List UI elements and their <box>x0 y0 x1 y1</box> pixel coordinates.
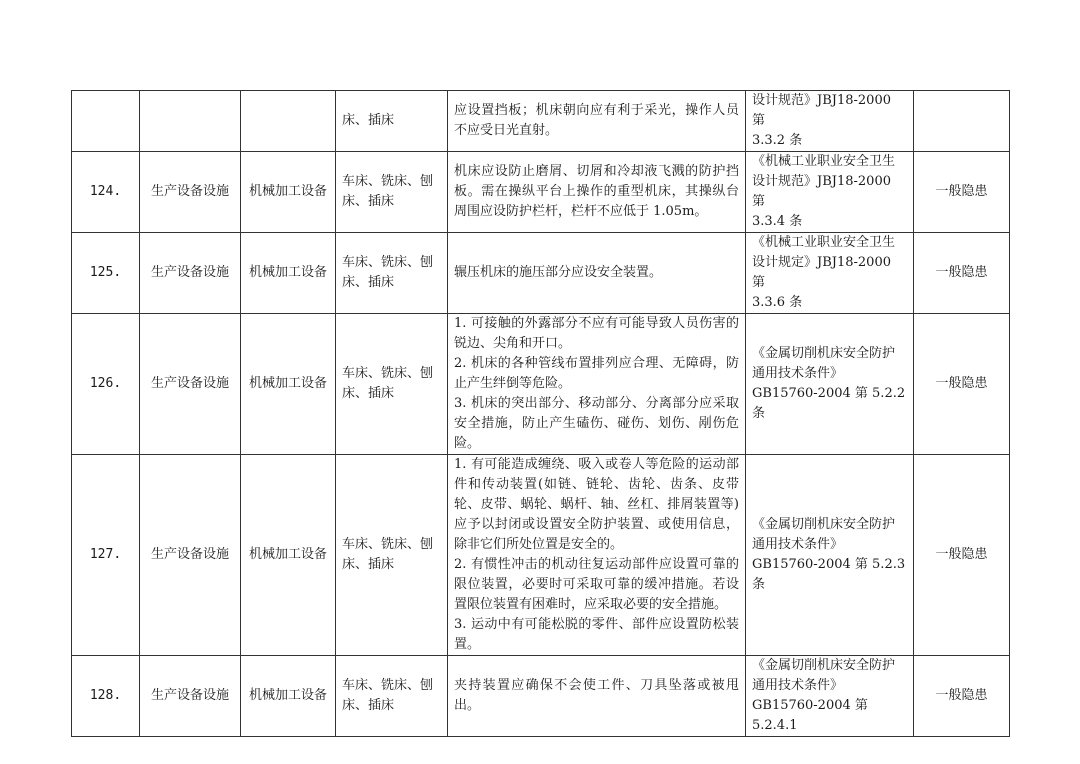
equipment-cell: 机械加工设备 <box>241 656 336 737</box>
basis-line: 《金属切削机床安全防护 <box>752 517 896 532</box>
requirement-line: 夹持装置应确保不会使工件、刀具坠落或被甩出。 <box>454 678 739 713</box>
table-row <box>72 91 1010 152</box>
equipment-cell: 机械加工设备 <box>241 314 336 455</box>
category-cell: 生产设备设施 <box>140 233 241 314</box>
category-cell: 生产设备设施 <box>140 656 241 737</box>
requirement-line: 3. 机床的突出部分、移动部分、分离部分应采取安全措施，防止产生磕伤、碰伤、划伤、剐伤危险。 <box>454 396 739 451</box>
basis-line: 通用技术条件》 <box>752 366 844 381</box>
requirement-line: 1. 可接触的外露部分不应有可能导致人员伤害的锐边、尖角和开口。 <box>454 316 739 351</box>
basis-cell <box>746 233 914 314</box>
requirement-cell <box>448 91 746 152</box>
equipment-cell: 机械加工设备 <box>241 455 336 656</box>
basis-line: 《金属切削机床安全防护 <box>752 346 896 361</box>
basis-cell <box>746 91 914 152</box>
row-number: 124. <box>72 152 140 233</box>
machine-type-cell: 车床、铣床、刨床、插床 <box>336 314 448 455</box>
machine-type-cell: 车床、铣床、刨床、插床 <box>336 233 448 314</box>
basis-line: GB15760-2004 第 5.2.3 条 <box>752 557 906 592</box>
row-number: 127. <box>72 455 140 656</box>
basis-line: 通用技术条件》 <box>752 537 844 552</box>
requirement-cell <box>448 233 746 314</box>
machine-type-cell: 车床、铣床、刨床、插床 <box>336 152 448 233</box>
table-row <box>72 656 1010 737</box>
hazard-level-cell: 一般隐患 <box>914 656 1010 737</box>
equipment-cell <box>241 91 336 152</box>
basis-line: 通用技术条件》 <box>752 678 844 693</box>
requirement-line: 1. 有可能造成缠绕、吸入或卷人等危险的运动部件和传动装置(如链、链轮、齿轮、齿条、皮带轮、皮带、蜗轮、蜗杆、轴、丝杠、排屑装置等)应予以封闭或设置安全防护装置、或使用信息，除非它们所处位置是安全的。 <box>454 457 739 552</box>
basis-line: 3.3.6 条 <box>752 295 803 310</box>
requirement-cell <box>448 314 746 455</box>
requirement-line: 3. 运动中有可能松脱的零件、部件应设置防松装置。 <box>454 617 739 652</box>
hazard-level-cell: 一般隐患 <box>914 152 1010 233</box>
basis-line: GB15760-2004 第 5.2.4.1 <box>752 698 868 733</box>
hazard-level-cell: 一般隐患 <box>914 455 1010 656</box>
hazard-level-cell: 一般隐患 <box>914 314 1010 455</box>
requirement-cell <box>448 152 746 233</box>
requirement-cell <box>448 656 746 737</box>
table-row <box>72 233 1010 314</box>
basis-cell <box>746 455 914 656</box>
basis-line: 设计规范》JBJ18-2000 第 <box>752 174 891 209</box>
row-number: 125. <box>72 233 140 314</box>
basis-line: 《机械工业职业安全卫生 <box>752 235 896 250</box>
requirement-cell <box>448 455 746 656</box>
requirement-line: 应设置挡板；机床朝向应有利于采光，操作人员不应受日光直射。 <box>454 103 739 138</box>
table-row <box>72 152 1010 233</box>
basis-cell <box>746 656 914 737</box>
hazard-level-cell: 一般隐患 <box>914 233 1010 314</box>
equipment-cell: 机械加工设备 <box>241 233 336 314</box>
hazard-table <box>71 90 1010 737</box>
basis-cell <box>746 314 914 455</box>
category-cell <box>140 91 241 152</box>
table-row <box>72 314 1010 455</box>
requirement-line: 2. 有惯性冲击的机动往复运动部件应设置可靠的限位装置，必要时可采取可靠的缓冲措施。若设置限位装置有困难时，应采取必要的安全措施。 <box>454 557 739 612</box>
machine-type-cell: 车床、铣床、刨床、插床 <box>336 656 448 737</box>
row-number: 126. <box>72 314 140 455</box>
requirement-line: 辗压机床的施压部分应设安全装置。 <box>454 265 663 280</box>
basis-line: 设计规范》JBJ18-2000 第 <box>752 93 891 128</box>
category-cell: 生产设备设施 <box>140 314 241 455</box>
category-cell: 生产设备设施 <box>140 152 241 233</box>
category-cell: 生产设备设施 <box>140 455 241 656</box>
basis-line: 设计规定》JBJ18-2000 第 <box>752 255 891 290</box>
basis-line: 《金属切削机床安全防护 <box>752 658 896 673</box>
table-row <box>72 455 1010 656</box>
requirement-line: 机床应设防止磨屑、切屑和冷却液飞溅的防护挡板。需在操纵平台上操作的重型机床，其操纵台周围应设防护栏杆，栏杆不应低于 1.05m。 <box>454 164 739 219</box>
basis-line: GB15760-2004 第 5.2.2 条 <box>752 386 906 421</box>
machine-type-cell: 车床、铣床、刨床、插床 <box>336 455 448 656</box>
row-number: 128. <box>72 656 140 737</box>
hazard-level-cell <box>914 91 1010 152</box>
machine-type-cell: 床、插床 <box>336 91 448 152</box>
equipment-cell: 机械加工设备 <box>241 152 336 233</box>
row-number <box>72 91 140 152</box>
basis-line: 3.3.4 条 <box>752 214 803 229</box>
basis-cell <box>746 152 914 233</box>
requirement-line: 2. 机床的各种管线布置排列应合理、无障碍，防止产生绊倒等危险。 <box>454 356 739 391</box>
table-body <box>72 91 1010 737</box>
basis-line: 3.3.2 条 <box>752 133 803 148</box>
basis-line: 《机械工业职业安全卫生 <box>752 154 896 169</box>
